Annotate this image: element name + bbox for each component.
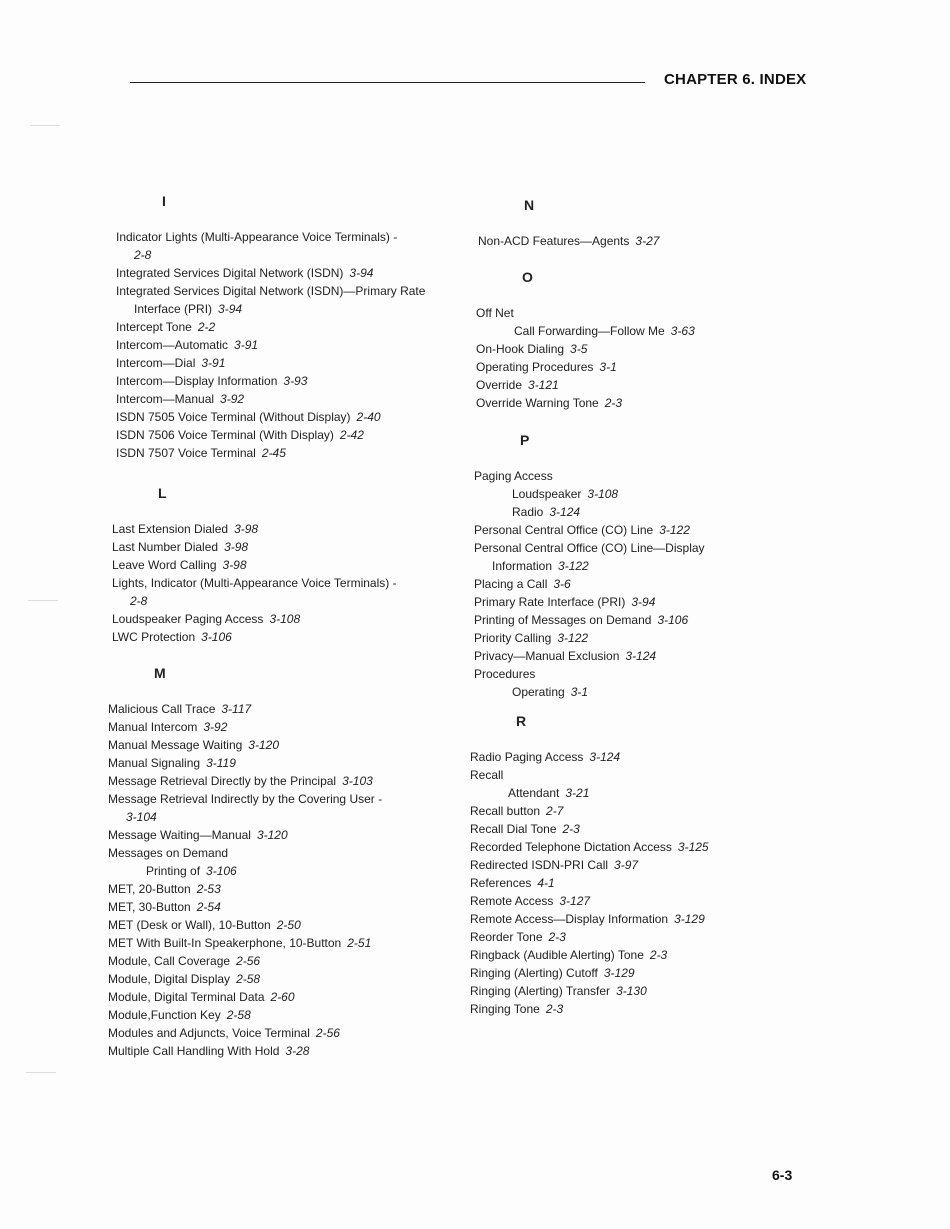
entry-page-ref: 3-121	[528, 378, 559, 392]
index-entry	[470, 856, 745, 874]
entry-page-ref: 3-92	[220, 392, 245, 406]
entry-text: Lights, Indicator (Multi-Appearance Voice Terminals) -	[112, 576, 397, 590]
entry-text: Manual Message Waiting	[108, 738, 243, 752]
entry-page-ref: 3-91	[234, 338, 259, 352]
section-n	[478, 196, 753, 250]
scan-mark	[26, 1072, 56, 1073]
entry-page-ref: 3-106	[657, 613, 689, 627]
entry-page-ref: 3-130	[616, 984, 647, 998]
sub-entry-page-ref: 3-1	[570, 685, 589, 699]
entry-text: Intercom—Manual	[116, 392, 215, 406]
entry-page-ref: 2-2	[197, 320, 216, 334]
index-entry	[470, 964, 745, 982]
entry-text: Paging Access	[474, 469, 553, 483]
entry-page-ref: 3-6	[553, 577, 571, 591]
entry-page-ref: 3-27	[635, 234, 660, 248]
index-entry	[108, 916, 443, 934]
entry-text: Radio Paging Access	[470, 750, 584, 764]
entry-text: MET (Desk or Wall), 10-Button	[108, 918, 271, 932]
index-entry	[112, 556, 447, 574]
entry-text: Message Waiting—Manual	[108, 828, 251, 842]
entry-text: Printing of Messages on Demand	[474, 613, 652, 627]
entry-page-ref: 2-53	[196, 882, 221, 896]
entry-text: Operating Procedures	[476, 360, 594, 374]
entry-page-ref: 2-58	[226, 1008, 251, 1022]
index-entry	[470, 838, 745, 856]
entry-text: Module, Digital Terminal Data	[108, 990, 265, 1004]
index-entry	[108, 1006, 443, 1024]
index-entry	[474, 647, 749, 665]
entry-page-ref: 3-98	[234, 522, 259, 536]
index-entry	[112, 628, 447, 646]
entry-page-ref: 3-92	[203, 720, 228, 734]
entry-text: Indicator Lights (Multi-Appearance Voice Terminals) -	[116, 230, 398, 244]
entry-text: Ringing (Alerting) Cutoff	[470, 966, 598, 980]
entry-text: Ringing Tone	[470, 1002, 540, 1016]
index-entry	[474, 575, 749, 593]
index-entry	[108, 934, 443, 952]
entry-page-ref: 3-28	[285, 1044, 310, 1058]
entry-page-ref: 2-51	[347, 936, 372, 950]
entry-text: Module, Call Coverage	[108, 954, 231, 968]
entry-page-ref: 3-119	[206, 756, 236, 770]
index-entry	[108, 898, 443, 916]
index-entry	[108, 844, 443, 880]
sub-entry-page-ref: 3-108	[587, 487, 619, 501]
sub-entry-page-ref: 3-21	[565, 786, 590, 800]
entry-page-ref: 2-56	[315, 1026, 340, 1040]
index-entry	[116, 390, 451, 408]
entry-text: Recall button	[470, 804, 541, 818]
index-entry	[470, 1000, 745, 1018]
entry-page-ref: 3-125	[677, 840, 709, 854]
index-entry	[108, 1024, 443, 1042]
section-letter: I	[162, 193, 166, 209]
entry-page-ref: 3-98	[222, 558, 247, 572]
section-letter: M	[154, 665, 166, 681]
entry-text: Message Retrieval Directly by the Principal	[108, 774, 337, 788]
entry-page-ref: 2-60	[270, 990, 295, 1004]
index-entry	[108, 880, 443, 898]
entry-text: Last Number Dialed	[112, 540, 219, 554]
index-entry	[116, 354, 451, 372]
index-entry	[470, 910, 745, 928]
sub-entry-page-ref: 3-63	[670, 324, 695, 338]
entry-text: Module, Digital Display	[108, 972, 231, 986]
entry-page-ref: 2-45	[261, 446, 286, 460]
index-entry	[476, 358, 751, 376]
entry-page-ref: 2-3	[604, 396, 623, 410]
index-entry	[108, 700, 443, 718]
entry-page-ref: 4-1	[537, 876, 555, 890]
index-entry	[474, 665, 749, 701]
sub-entry-text: Call Forwarding—Follow Me	[514, 324, 665, 338]
index-entry	[108, 718, 443, 736]
sub-entry	[494, 322, 751, 340]
entry-text: MET, 30-Button	[108, 900, 191, 914]
entry-page-ref: 3-106	[201, 630, 232, 644]
entry-text: Malicious Call Trace	[108, 702, 216, 716]
index-entry	[470, 982, 745, 1000]
section-l	[112, 484, 447, 646]
entry-text: Ringback (Audible Alerting) Tone	[470, 948, 644, 962]
entry-text: Integrated Services Digital Network (ISDN)	[116, 266, 344, 280]
entry-text: Manual Intercom	[108, 720, 198, 734]
sub-entry-page-ref: 3-124	[549, 505, 581, 519]
entry-page-ref: 2-40	[356, 410, 381, 424]
sub-entry-text: Loudspeaker	[512, 487, 582, 501]
entry-page-ref: 3-103	[342, 774, 373, 788]
entry-text: Privacy—Manual Exclusion	[474, 649, 620, 663]
entry-text: Ringing (Alerting) Transfer	[470, 984, 611, 998]
index-entry	[470, 766, 745, 802]
sub-entry	[492, 683, 749, 701]
index-entry	[116, 426, 451, 444]
entry-text: Non-ACD Features—Agents	[478, 234, 630, 248]
entry-page-ref: 3-122	[659, 523, 690, 537]
index-entry	[108, 988, 443, 1006]
entry-page-ref: 2-8	[130, 594, 148, 608]
entry-text: LWC Protection	[112, 630, 196, 644]
index-entry	[470, 946, 745, 964]
entry-page-ref: 3-93	[283, 374, 308, 388]
index-entry	[474, 629, 749, 647]
index-entry	[474, 539, 749, 575]
entry-page-ref: 2-8	[134, 248, 152, 262]
index-entry	[116, 408, 451, 426]
section-i	[116, 192, 451, 462]
entry-text: Override	[476, 378, 523, 392]
entry-text: References	[470, 876, 532, 890]
section-m	[108, 664, 443, 1060]
entry-page-ref: 3-104	[126, 810, 157, 824]
scan-mark	[28, 600, 58, 601]
index-entry	[474, 611, 749, 629]
entry-page-ref: 3-1	[599, 360, 617, 374]
index-entry	[116, 336, 451, 354]
index-entry	[108, 754, 443, 772]
index-entry	[470, 820, 745, 838]
index-entry	[116, 318, 451, 336]
index-entry	[470, 802, 745, 820]
entry-page-ref: 3-122	[558, 559, 589, 573]
entry-page-ref: 3-122	[557, 631, 589, 645]
sub-entry-text: Attendant	[508, 786, 560, 800]
index-entry	[108, 736, 443, 754]
index-entry	[112, 610, 447, 628]
entry-page-ref: 3-129	[674, 912, 705, 926]
entry-text: Recorded Telephone Dictation Access	[470, 840, 672, 854]
entry-text: Placing a Call	[474, 577, 548, 591]
entry-page-ref: 3-124	[625, 649, 657, 663]
entry-page-ref: 2-58	[236, 972, 261, 986]
entry-page-ref: 2-3	[548, 930, 566, 944]
entry-text: Messages on Demand	[108, 846, 229, 860]
entry-text: Remote Access—Display Information	[470, 912, 669, 926]
entry-page-ref: 3-97	[614, 858, 639, 872]
index-entry	[474, 593, 749, 611]
index-entry	[108, 772, 443, 790]
index-entry	[470, 748, 745, 766]
section-o	[476, 268, 751, 412]
section-p	[474, 431, 749, 701]
index-entry	[476, 394, 751, 412]
entry-page-ref: 2-3	[562, 822, 580, 836]
index-entry	[112, 574, 447, 610]
sub-entry-page-ref: 3-106	[206, 864, 237, 878]
section-letter: N	[524, 197, 535, 213]
entry-text: Module,Function Key	[108, 1008, 221, 1022]
entry-text: Reorder Tone	[470, 930, 543, 944]
section-letter: O	[522, 269, 533, 285]
index-entry	[116, 228, 451, 264]
index-entry	[108, 790, 443, 826]
index-entry	[108, 970, 443, 988]
entry-text: Personal Central Office (CO) Line—Display Information	[474, 541, 705, 573]
index-entry	[116, 264, 451, 282]
entry-text: Intercom—Dial	[116, 356, 196, 370]
entry-page-ref: 2-56	[236, 954, 261, 968]
entry-page-ref: 3-127	[559, 894, 591, 908]
entry-page-ref: 2-3	[649, 948, 668, 962]
entry-text: Last Extension Dialed	[112, 522, 229, 536]
entry-text: Redirected ISDN-PRI Call	[470, 858, 609, 872]
sub-entry-text: Printing of	[146, 864, 201, 878]
sub-entry	[492, 485, 749, 503]
sub-entry	[488, 784, 745, 802]
entry-page-ref: 3-124	[589, 750, 621, 764]
entry-page-ref: 3-94	[218, 302, 243, 316]
index-entry	[116, 444, 451, 462]
sub-entry	[492, 503, 749, 521]
index-entry	[108, 826, 443, 844]
entry-text: Priority Calling	[474, 631, 552, 645]
entry-page-ref: 3-98	[224, 540, 249, 554]
entry-text: On-Hook Dialing	[476, 342, 565, 356]
index-entry	[112, 520, 447, 538]
entry-text: Intercom—Display Information	[116, 374, 278, 388]
index-entry	[116, 282, 451, 318]
header-rule	[130, 82, 645, 83]
entry-text: Intercept Tone	[116, 320, 192, 334]
index-entry	[470, 928, 745, 946]
entry-page-ref: 2-7	[546, 804, 564, 818]
index-entry	[108, 1042, 443, 1060]
entry-text: Integrated Services Digital Network (ISDN)—Primary Rate Interface (PRI)	[116, 284, 426, 316]
entry-page-ref: 3-120	[248, 738, 279, 752]
index-entry	[112, 538, 447, 556]
entry-text: MET, 20-Button	[108, 882, 191, 896]
entry-text: Loudspeaker Paging Access	[112, 612, 264, 626]
entry-page-ref: 3-108	[269, 612, 301, 626]
entry-text: Procedures	[474, 667, 536, 681]
entry-text: ISDN 7505 Voice Terminal (Without Display)	[116, 410, 351, 424]
sub-entry	[126, 862, 443, 880]
index-entry	[116, 372, 451, 390]
entry-page-ref: 3-117	[221, 702, 252, 716]
entry-page-ref: 3-129	[603, 966, 635, 980]
entry-text: Recall Dial Tone	[470, 822, 557, 836]
page-number: 6-3	[772, 1167, 793, 1183]
sub-entry-text: Radio	[512, 505, 544, 519]
section-letter: P	[520, 432, 530, 448]
index-entry	[476, 376, 751, 394]
section-r	[470, 712, 745, 1018]
entry-text: Remote Access	[470, 894, 554, 908]
entry-page-ref: 3-91	[201, 356, 226, 370]
entry-text: Primary Rate Interface (PRI)	[474, 595, 626, 609]
index-entry	[470, 874, 745, 892]
section-letter: R	[516, 713, 527, 729]
entry-page-ref: 3-94	[631, 595, 656, 609]
entry-text: Personal Central Office (CO) Line	[474, 523, 654, 537]
entry-page-ref: 3-94	[349, 266, 374, 280]
entry-page-ref: 2-42	[339, 428, 364, 442]
entry-page-ref: 3-5	[570, 342, 588, 356]
index-entry	[474, 521, 749, 539]
entry-text: Intercom—Automatic	[116, 338, 229, 352]
entry-text: ISDN 7507 Voice Terminal	[116, 446, 256, 460]
entry-text: Off Net	[476, 306, 514, 320]
entry-page-ref: 2-3	[545, 1002, 564, 1016]
index-entry	[470, 892, 745, 910]
entry-text: Leave Word Calling	[112, 558, 217, 572]
sub-entry-text: Operating	[512, 685, 565, 699]
scan-mark	[30, 125, 60, 126]
index-entry	[478, 232, 753, 250]
entry-text: Recall	[470, 768, 504, 782]
entry-text: Modules and Adjuncts, Voice Terminal	[108, 1026, 310, 1040]
entry-text: Override Warning Tone	[476, 396, 599, 410]
entry-text: Message Retrieval Indirectly by the Covering User -	[108, 792, 383, 806]
index-entry	[476, 304, 751, 340]
index-entry	[108, 952, 443, 970]
index-entry	[476, 340, 751, 358]
entry-text: MET With Built-In Speakerphone, 10-Button	[108, 936, 342, 950]
entry-text: ISDN 7506 Voice Terminal (With Display)	[116, 428, 334, 442]
section-letter: L	[158, 485, 167, 501]
index-entry	[474, 467, 749, 521]
entry-page-ref: 3-120	[256, 828, 288, 842]
entry-text: Manual Signaling	[108, 756, 201, 770]
entry-page-ref: 2-50	[276, 918, 301, 932]
chapter-title: CHAPTER 6. INDEX	[664, 71, 807, 88]
entry-text: Multiple Call Handling With Hold	[108, 1044, 280, 1058]
entry-page-ref: 2-54	[196, 900, 221, 914]
